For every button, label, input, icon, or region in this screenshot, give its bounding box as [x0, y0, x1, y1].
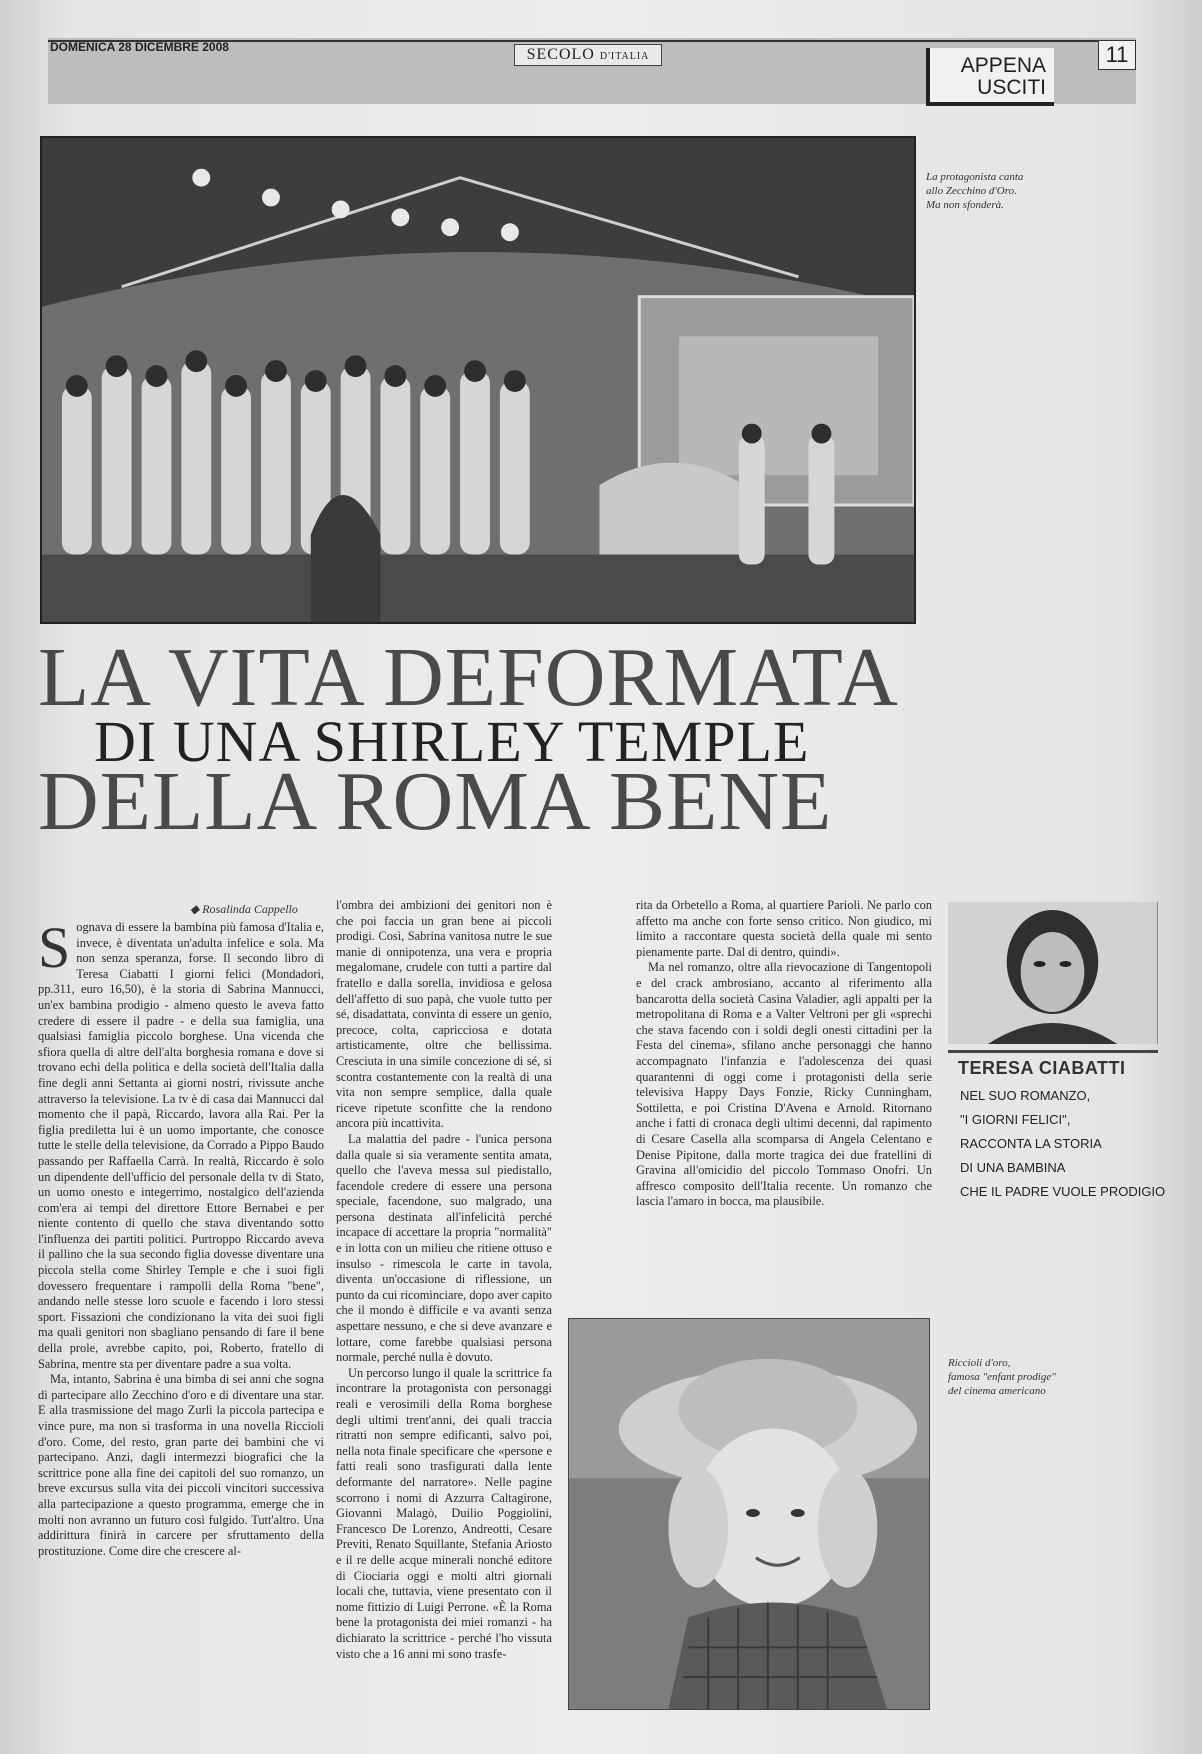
- article-paragraph: [38, 915, 324, 1372]
- author-portrait-illustration: [948, 902, 1157, 1044]
- page-number: 11: [1098, 40, 1136, 70]
- top-photo-caption: [926, 170, 1066, 212]
- sidebar-summary: [960, 1084, 1180, 1204]
- article-paragraph: La malattia del padre - l'unica persona dalla quale si sia veramente sentita amata, quello che l'aveva messa sul piedistallo, facendole credere di essere una persona speciale, facendone, suo malgrado, una persona destinata all'infelicità perché incapace di accettare la propria "normalità" e in lotta con un milieu che ritiene ottuso e insulso - rimescola le carte in tavola, diventa un'occasione di riflessione, un punto da cui ricominciare, dopo aver capito che il mondo è difficile e va avanti senza aspettare nessuno, e che si deve avanzare e lottare, come farebbe qualsiasi persona normale, perché nulla è dovuto.: [336, 1131, 552, 1365]
- sidebar-line: CHE IL PADRE VUOLE PRODIGIO: [960, 1184, 1166, 1199]
- section-label-line1: APPENA: [960, 54, 1046, 77]
- paragraph-text: ognava di essere la bambina più famosa d'Italia e, invece, è diventata un'adulta infelice e sola. Ma non senza speranza, forse. Il secondo libro di Teresa Ciabatti I giorni felici (Mondadori, pp.311, euro 16,50), è la storia di Sabrina Mannucci, un'ex bambina prodigio - almeno questo le aveva fatto credere di essere il padre - e della sua famiglia, una qualsiasi famiglia piccolo borghese. Una vicenda che sfiora quella di altre dell'alta borghesia romana e dove si trovano echi della politica e della società dell'Italia dalla fine degli anni Settanta ai giorni nostri, rivissute anche attraverso la televisione. La tv è di casa dai Mannucci dal momento che il papà, Riccardo, lavora alla Rai. Per la figlia prediletta lui è un uomo importante, che conosce tutte le stelle della televisione, da Corrado a Pippo Baudo passando per Raffaella Carrà. In realtà, Riccardo è solo un dipendente dell'ufficio del personale della tv di Stato, un uomo onesto e integerrimo, nostalgico dell'azienda com'era ai tempi del direttore Ettore Bernabei e per niente contento di quello che stava diventando sotto l'influenza dei partiti politici. Purtroppo Riccardo aveva il pallino che la sua secondo figlia dovesse diventare una piccola stella come Shirley Temple e che i suoi figli dovessero frequentare i rampolli della Roma "bene", andando nelle stesse loro scuole e facendo i loro stessi sport. Fissazioni che condizionano la vita dei suoi figli ma quali genitori non sbagliano pensando di fare il bene della prole, avrebbe capito, poi, Roberto, fratello di Sabrina, mentre sta per diventare padre a sua volta.: [38, 920, 324, 1371]
- girl-caption-line3: del cinema americano: [948, 1385, 1046, 1397]
- article-column-1: [38, 915, 324, 1559]
- article-paragraph: l'ombra dei ambizioni dei genitori non è che poi faccia un gran bene ai piccoli prodigi. Così, Sabrina vanitosa nutre le sue manie di onnipotenza, una vera e propria megalomane, crudele con tutti a partire dal fratello e dalla sorella, invidiosa e gelosa dell'affetto di suo papà, che vuole tutto per sé, disadattata, convinta di essere un genio, precoce, colta, capricciosa e dotata artisticamente, oltre che bellissima. Cresciuta in una simile concezione di sé, si scontra costantemente con la realtà di una vita non sempre semplice, dalla quale riceve ripetute sconfitte che la rendono ancora più incattivita.: [336, 898, 552, 1131]
- article-paragraph: Ma nel romanzo, oltre alla rievocazione di Tangentopoli e del crack ambrosiano, accanto al riferimento alla bancarotta della società Casina Valadier, agli appalti per la metropolitana di Roma e a Valter Veltroni per gli «sprechi che stava facendo con i soldi degli onesti cittadini per la Festa del cinema», sfilano anche personaggi che hanno accompagnato l'infanzia e l'adolescenza dei quasi quarantenni di oggi come i protagonisti della serie televisiva Happy Days Fonzie, Ricky Cunningham, Sottiletta, e poi Cristina D'Avena e Arnold. Ritornano anche i fatti di cronaca degli ultimi decenni, dal rapimento di Cesare Casella alla scomparsa di Angela Celentano e Denise Pipitone, dalla morte tragica dei due fratellini di Gravina all'omicidio del piccolo Tommaso Onofri. Un affresco composito dell'Italia recente. Un romanzo che lascia l'amaro in bocca, ma plausibile.: [636, 960, 932, 1209]
- newspaper-masthead: [514, 44, 662, 66]
- byline: ◆ Rosalinda Cappello: [190, 902, 298, 916]
- sidebar-line: "I GIORNI FELICI",: [960, 1112, 1071, 1127]
- article-paragraph: Un percorso lungo il quale la scrittrice fa incontrare la protagonista con personaggi reali e verosimili della Roma borghese degli ultimi trent'anni, dei quali traccia ritratti non sempre edificanti, salvo poi, nella nota finale specificare che «persone e fatti reali sono trasfigurati dalla lente deformante del narratore». Nelle pagine scorrono i nomi di Azzurra Caltagirone, Giovanni Malagò, Duilio Poggiolini, Francesco De Lorenzo, Andreotti, Cesare Previti, Renato Squillante, Stefania Ariosto e il re delle acque minerali nonché editore di Ciociaria oggi e molti altri giornali locali che, tuttavia, viene presentato con il nome fittizio di Luigi Perrone. «È la Roma bene la protagonista dei miei romanzi - ha dichiarato la scrittrice - perché l'ho vissuta visto che a 16 anni mi sono trasfe-: [336, 1365, 552, 1661]
- article-column-3: [636, 898, 932, 1210]
- drop-cap: S: [38, 915, 71, 980]
- shirley-temple-illustration: [569, 1319, 929, 1709]
- author-name: TERESA CIABATTI: [958, 1058, 1126, 1078]
- choir-stage-photo: [40, 136, 916, 624]
- headline-line3: DELLA ROMA BENE: [38, 755, 833, 848]
- article-column-2: [336, 898, 552, 1662]
- girl-caption-line1: Riccioli d'oro,: [948, 1357, 1011, 1369]
- top-caption-line3: Ma non sfonderà.: [926, 199, 1004, 211]
- article-paragraph: rita da Orbetello a Roma, al quartiere Parioli. Ne parlo con affetto ma anche con forte senso critico. Non giudico, mi limito a raccontare questa società della quale mi sento pienamente parte. Dal di dentro, quindi».: [636, 898, 932, 959]
- girl-photo-caption: [948, 1356, 1108, 1398]
- shirley-temple-photo: [568, 1318, 930, 1710]
- sidebar-line: RACCONTA LA STORIA: [960, 1136, 1102, 1151]
- author-portrait-photo: [948, 902, 1158, 1044]
- headline-line2: DI UNA SHIRLEY TEMPLE: [94, 709, 810, 774]
- section-label-line2: USCITI: [977, 76, 1046, 99]
- article-paragraph: Ma, intanto, Sabrina è una bimba di sei anni che sogna di partecipare allo Zecchino d'oro e di diventare una star. E alla trasmissione del mago Zurlì la piccola partecipa e vince pure, ma non si trasforma in una novella Riccioli d'oro. Come, del resto, gran parte dei bambini che vi partecipano. Anzi, dagli intermezzi biografici che la scrittrice pone alla fine dei capitoli del suo romanzo, un breve excursus sulla vita dei piccoli vincitori successiva alla partecipazione a questo programma, emerge che in molti non avranno un futuro così fulgido. Tutt'altro. Una addirittura finirà in carcere per sfruttamento della prostituzione. Come dire che crescere al-: [38, 1372, 324, 1558]
- sidebar-rule: [948, 1050, 1158, 1053]
- section-label: [926, 48, 1054, 106]
- girl-caption-line2: famosa "enfant prodige": [948, 1371, 1056, 1383]
- choir-stage-illustration: [42, 138, 914, 622]
- masthead-name: SECOLO: [526, 46, 595, 63]
- sidebar-line: NEL SUO ROMANZO,: [960, 1088, 1091, 1103]
- top-caption-line1: La protagonista canta: [926, 171, 1024, 183]
- top-caption-line2: allo Zecchino d'Oro.: [926, 185, 1017, 197]
- issue-date: DOMENICA 28 DICEMBRE 2008: [50, 40, 229, 54]
- headline-line1: LA VITA DEFORMATA: [38, 631, 899, 724]
- masthead-sub: D'ITALIA: [599, 51, 650, 62]
- sidebar-line: DI UNA BAMBINA: [960, 1160, 1066, 1175]
